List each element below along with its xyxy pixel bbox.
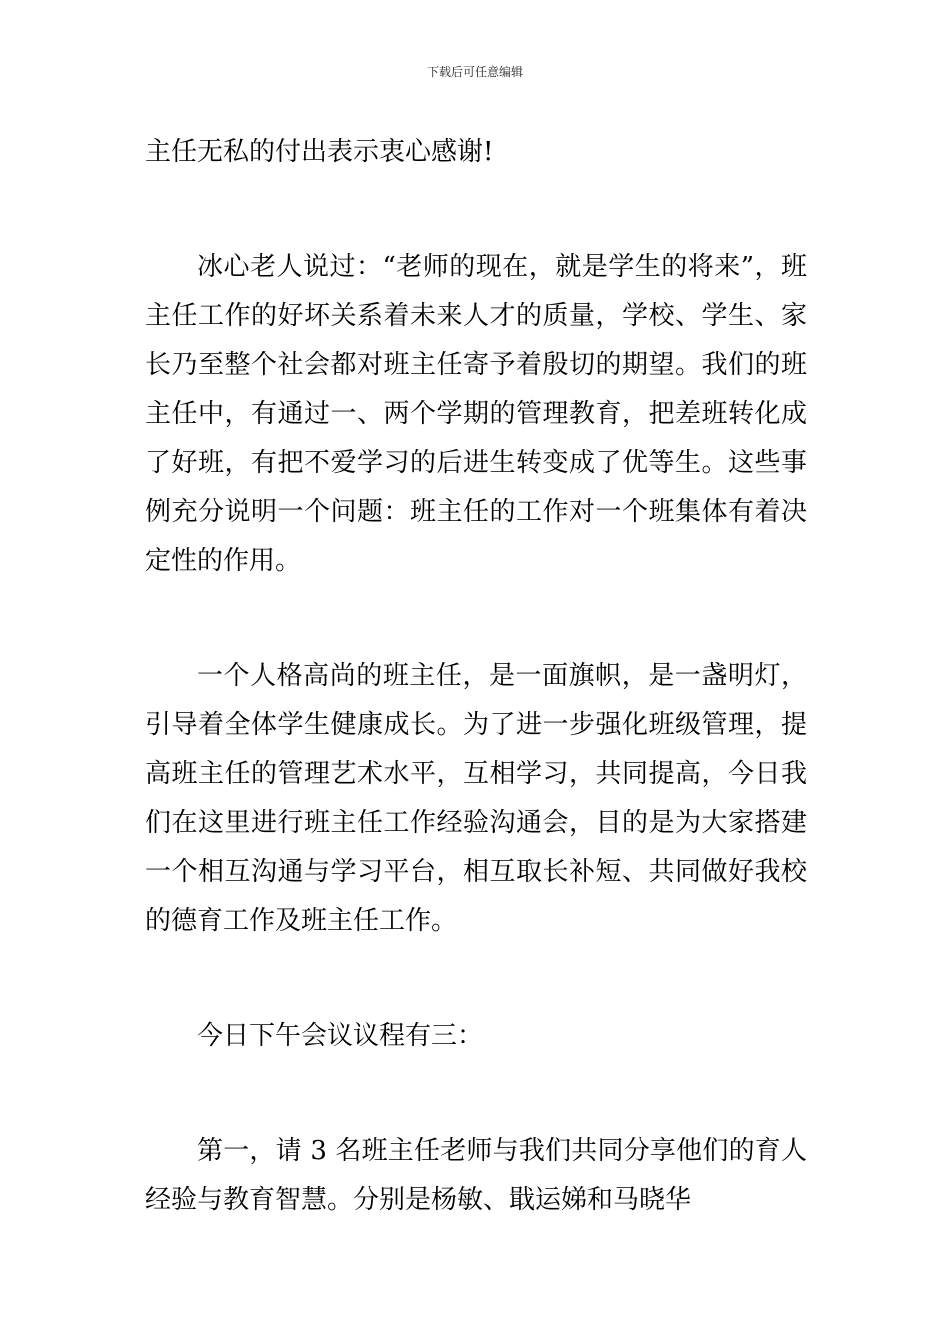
paragraph-agenda-item-1: 第一，请 3 名班主任老师与我们共同分享他们的育人经验与教育智慧。分别是杨敏、戢运娣和马晓华 [145,1136,807,1215]
document-body [145,128,807,1225]
paragraph-bingxin-quote: 冰心老人说过：“老师的现在，就是学生的将来”，班主任工作的好坏关系着未来人才的质量，学校、学生、家长乃至整个社会都对班主任寄予着殷切的期望。我们的班主任中，有通过一、两个学期的管理教育，把差班转化成了好班，有把不爱学习的后进生转变成了优等生。这些事例充分说明一个问题：班主任的工作对一个班集体有着决定性的作用。 [145,252,807,576]
paragraph-gap [145,177,807,243]
paragraph-gap [145,586,807,652]
paragraph-agenda-intro: 今日下午会议议程有三： [197,1021,484,1051]
paragraph-class-teacher-role: 一个人格高尚的班主任，是一面旗帜，是一盏明灯，引导着全体学生健康成长。为了进一步强化班级管理，提高班主任的管理艺术水平，互相学习，共同提高，今日我们在这里进行班主任工作经验沟通会，目的是为大家搭建一个相互沟通与学习平台，相互取长补短、共同做好我校的德育工作及班主任工作。 [145,661,807,936]
paragraph-continuation: 主任无私的付出表示衷心感谢! [145,137,494,167]
paragraph-gap [145,1061,807,1127]
page-header: 下载后可任意编辑 [426,65,523,79]
paragraph-gap [145,946,807,1012]
